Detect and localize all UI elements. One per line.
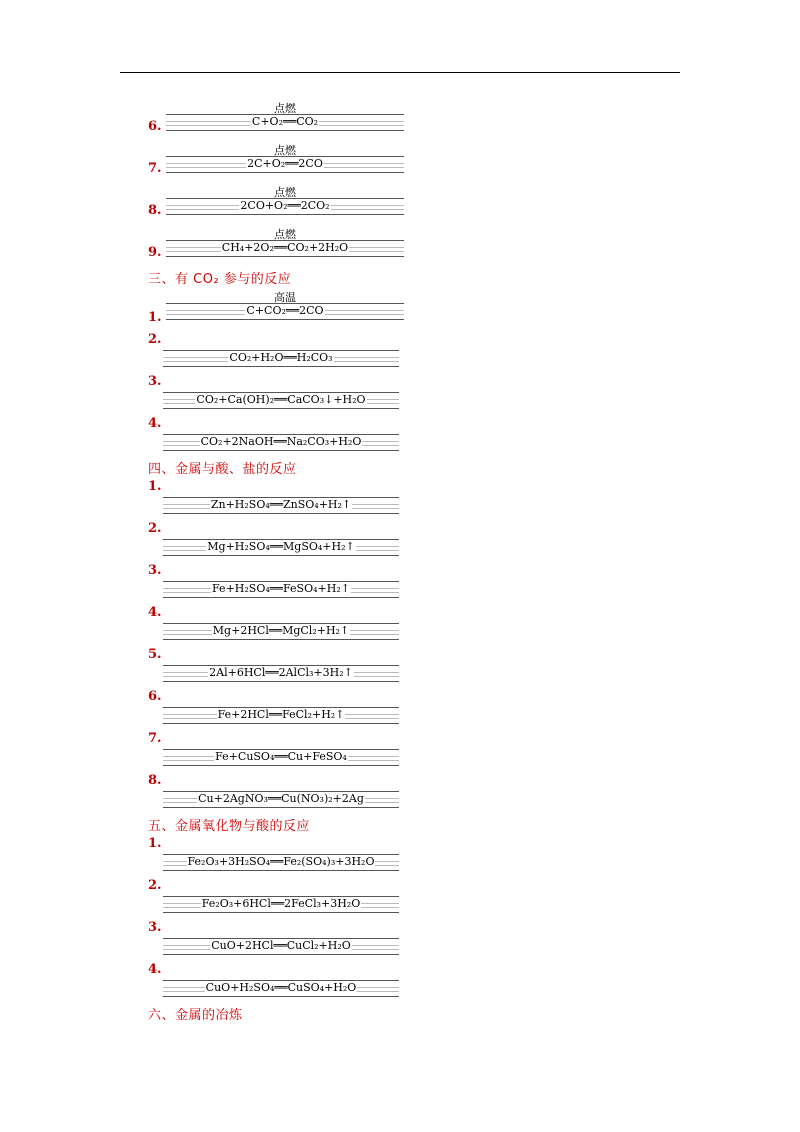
equation-line [166, 291, 404, 319]
equation-line [163, 749, 399, 765]
equation-text: CuO+H₂SO₄══CuSO₄+H₂O [205, 981, 357, 994]
section-heading: 三、有 CO₂ 参与的反应 [148, 272, 292, 287]
equation-line [163, 665, 399, 681]
equation-line [163, 623, 399, 639]
equation-text: Cu+2AgNO₃══Cu(NO₃)₂+2Ag [198, 792, 364, 805]
item-number: 8. [148, 203, 162, 218]
equation-text: CuO+2HCl══CuCl₂+H₂O [211, 939, 351, 952]
item-number: 3. [148, 920, 162, 935]
equation-line [163, 791, 399, 807]
reaction-condition: 点燃 [274, 144, 296, 157]
equation-line [166, 102, 404, 130]
item-number: 6. [148, 689, 162, 704]
reaction-condition: 点燃 [274, 102, 296, 115]
item-number: 3. [148, 563, 162, 578]
equation-line [163, 392, 399, 408]
section-heading: 五、金属氧化物与酸的反应 [148, 819, 311, 834]
equation-line [163, 854, 399, 870]
equation-text: Fe+2HCl══FeCl₂+H₂↑ [217, 708, 345, 721]
equation-text: 2C+O₂══2CO [247, 157, 323, 170]
equation-line [163, 980, 399, 996]
equation-line [166, 228, 404, 256]
section-heading: 四、金属与酸、盐的反应 [148, 462, 297, 477]
reaction-condition: 点燃 [274, 228, 296, 241]
header-rule [120, 72, 680, 73]
item-number: 1. [148, 836, 162, 851]
item-number: 2. [148, 878, 162, 893]
equation-line [163, 539, 399, 555]
item-number: 4. [148, 962, 162, 977]
equation-text: CO₂+2NaOH══Na₂CO₃+H₂O [200, 435, 362, 448]
equation-text: 2CO+O₂══2CO₂ [240, 199, 330, 212]
item-number: 7. [148, 161, 162, 176]
equation-text: CO₂+H₂O══H₂CO₃ [229, 351, 333, 364]
item-number: 4. [148, 605, 162, 620]
equation-line [163, 896, 399, 912]
equation-line [166, 144, 404, 172]
item-number: 5. [148, 647, 162, 662]
equation-line [163, 434, 399, 450]
item-number: 1. [148, 310, 162, 325]
section-heading: 六、金属的冶炼 [148, 1008, 243, 1023]
equation-line [163, 707, 399, 723]
item-number: 3. [148, 374, 162, 389]
equation-text: Fe₂O₃+3H₂SO₄══Fe₂(SO₄)₃+3H₂O [187, 855, 375, 868]
equation-line [166, 186, 404, 214]
item-number: 9. [148, 245, 162, 260]
item-number: 6. [148, 119, 162, 134]
item-number: 2. [148, 332, 162, 347]
item-number: 7. [148, 731, 162, 746]
equation-line [163, 497, 399, 513]
item-number: 8. [148, 773, 162, 788]
equation-text: Fe+H₂SO₄══FeSO₄+H₂↑ [212, 582, 350, 595]
equation-text: Zn+H₂SO₄══ZnSO₄+H₂↑ [210, 498, 352, 511]
item-number: 2. [148, 521, 162, 536]
equation-text: C+O₂══CO₂ [251, 115, 319, 128]
equation-text: Fe+CuSO₄══Cu+FeSO₄ [215, 750, 347, 763]
equation-text: Mg+H₂SO₄══MgSO₄+H₂↑ [207, 540, 355, 553]
equation-text: Mg+2HCl══MgCl₂+H₂↑ [212, 624, 350, 637]
equation-line [163, 938, 399, 954]
item-number: 4. [148, 416, 162, 431]
equation-line [163, 581, 399, 597]
equation-text: C+CO₂══2CO [246, 304, 324, 317]
equation-text: CH₄+2O₂══CO₂+2H₂O [221, 241, 349, 254]
reaction-condition: 点燃 [274, 186, 296, 199]
equation-text: Fe₂O₃+6HCl══2FeCl₃+3H₂O [201, 897, 361, 910]
equation-text: CO₂+Ca(OH)₂══CaCO₃↓+H₂O [196, 393, 366, 406]
equation-text: 2Al+6HCl══2AlCl₃+3H₂↑ [209, 666, 353, 679]
reaction-condition: 高温 [274, 291, 296, 304]
equation-line [163, 350, 399, 366]
item-number: 1. [148, 479, 162, 494]
